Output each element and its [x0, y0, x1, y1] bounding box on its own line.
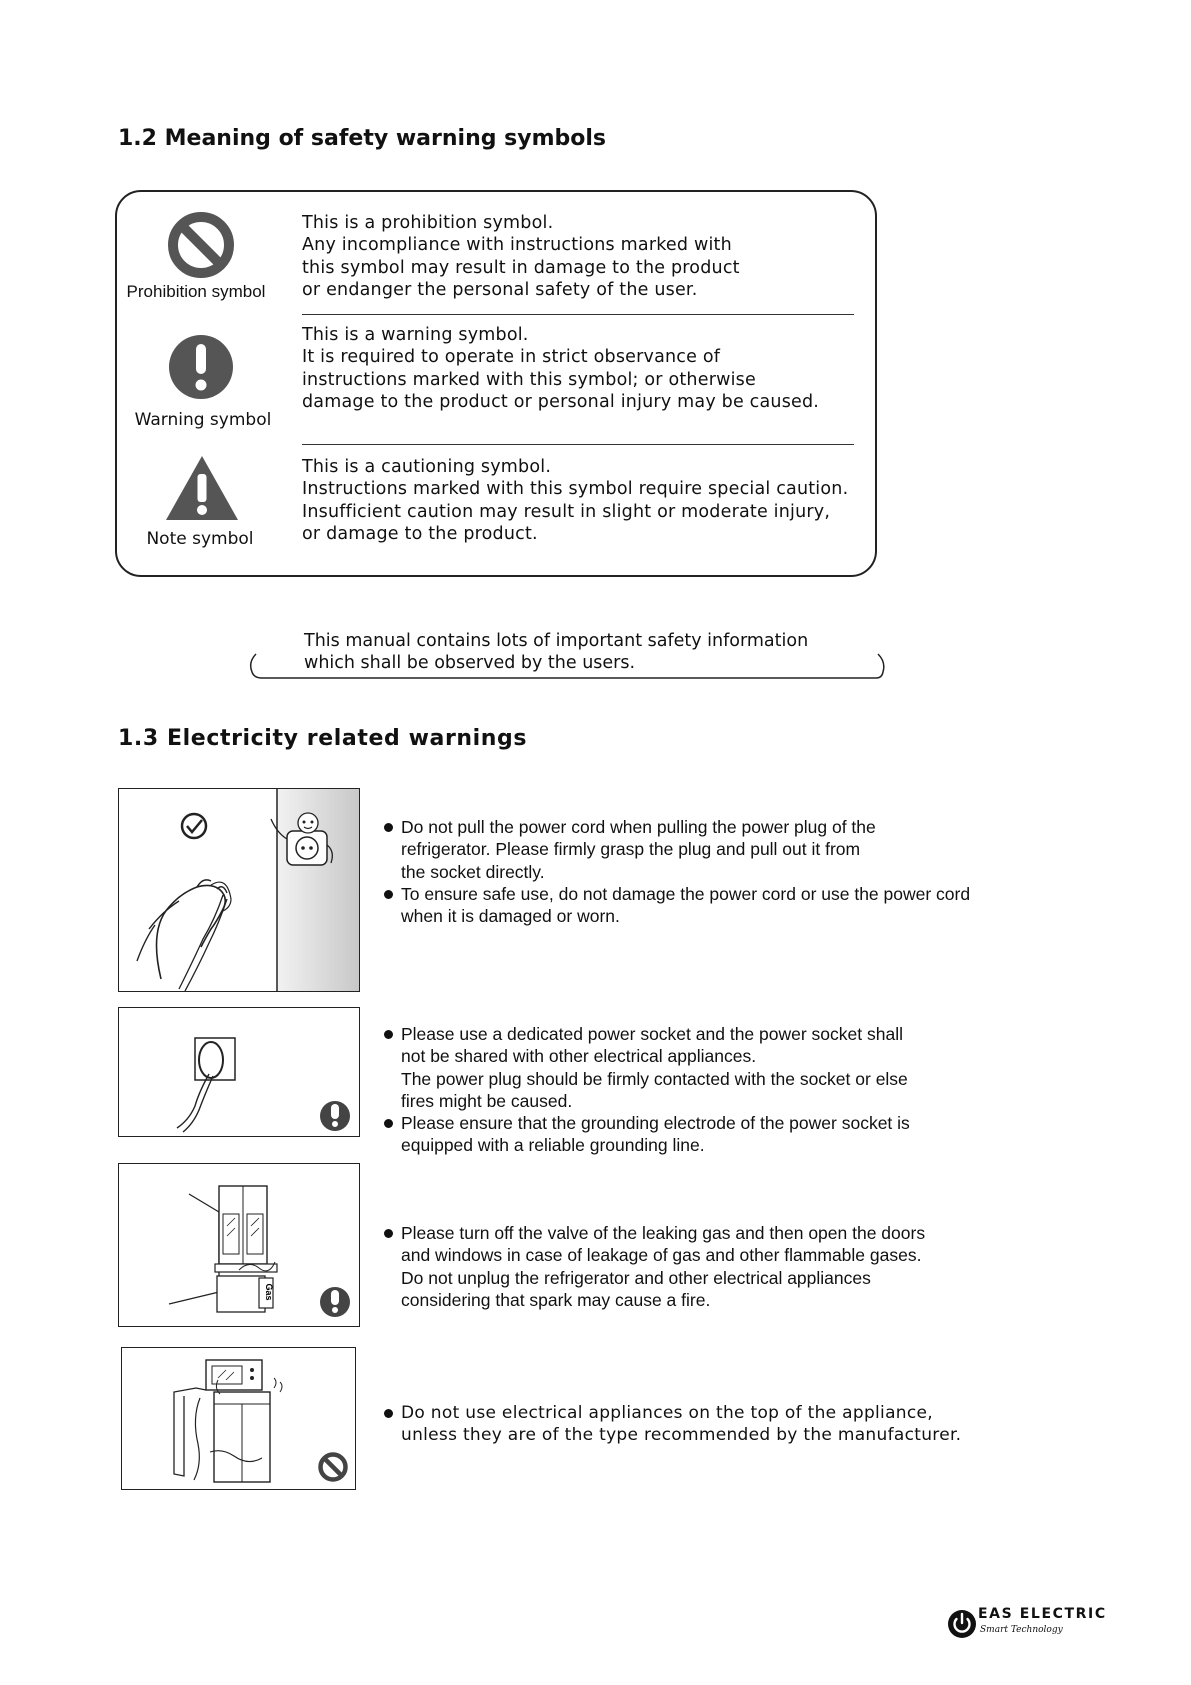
text-line: and windows in case of leakage of gas and other flammable gases. — [401, 1245, 922, 1266]
text-line: Insufficient caution may result in slight or moderate injury, — [302, 501, 831, 522]
list-item — [384, 883, 970, 928]
text-line: instructions marked with this symbol; or otherwise — [302, 369, 756, 390]
section-title-safety-symbols: 1.2 Meaning of safety warning symbols — [118, 126, 607, 151]
illustration-gas-leak — [118, 1163, 360, 1327]
note-symbol-label: Note symbol — [146, 529, 254, 549]
text-line: or damage to the product. — [302, 523, 538, 544]
text-line: Instructions marked with this symbol require special caution. — [302, 479, 849, 500]
warning-description — [302, 324, 819, 413]
text-line: which shall be observed by the users. — [304, 653, 636, 673]
text-line: not be shared with other electrical appliances. — [401, 1046, 757, 1067]
brand-tagline: Smart Technology — [980, 1625, 1063, 1635]
text-line: when it is damaged or worn. — [401, 906, 620, 927]
text-line: Do not use electrical appliances on the top of the appliance, — [401, 1403, 933, 1423]
text-line: this symbol may result in damage to the product — [302, 257, 740, 278]
text-line: To ensure safe use, do not damage the power cord or use the power cord — [401, 883, 971, 904]
brand-name: EAS ELECTRIC — [978, 1606, 1107, 1622]
list-item — [384, 816, 970, 883]
pull-plug-instructions — [384, 816, 970, 927]
dedicated-socket-instructions — [384, 1023, 910, 1157]
text-line: fires might be caused. — [401, 1090, 573, 1111]
divider — [302, 314, 854, 315]
illustration-pull-plug — [118, 788, 360, 992]
warning-symbol-label: Warning symbol — [134, 410, 272, 430]
text-line: equipped with a reliable grounding line. — [401, 1135, 705, 1156]
gas-label: Gas — [264, 1283, 274, 1301]
notice-text — [304, 630, 808, 674]
text-line: considering that spark may cause a fire. — [401, 1289, 711, 1310]
caution-description — [302, 456, 848, 545]
text-line: or endanger the personal safety of the user. — [302, 279, 698, 300]
section-title-electricity-warnings: 1.3 Electricity related warnings — [118, 726, 528, 751]
text-line: It is required to operate in strict observance of — [302, 347, 721, 368]
text-line: damage to the product or personal injury may be caused. — [302, 391, 820, 412]
list-item — [384, 1402, 961, 1447]
prohibition-symbol-label: Prohibition symbol — [126, 282, 266, 301]
text-line: the socket directly. — [401, 861, 545, 882]
check-icon — [182, 814, 206, 838]
text-line: This manual contains lots of important safety information — [304, 631, 809, 651]
brand-logo — [946, 1605, 1106, 1646]
list-item — [384, 1222, 925, 1311]
power-icon — [948, 1610, 976, 1638]
text-line: Please turn off the valve of the leaking gas and then open the doors — [401, 1223, 926, 1243]
text-line: Any incompliance with instructions marked with — [302, 235, 732, 256]
text-line: unless they are of the type recommended by the manufacturer. — [401, 1425, 962, 1446]
text-line: This is a prohibition symbol. — [302, 213, 554, 233]
prohibition-description — [302, 212, 740, 301]
text-line: Do not pull the power cord when pulling the power plug of the — [401, 817, 876, 837]
text-line: Do not unplug the refrigerator and other electrical appliances — [401, 1267, 871, 1288]
divider — [302, 444, 854, 445]
text-line: Please ensure that the grounding electrode of the power socket is — [401, 1113, 910, 1134]
warning-icon — [320, 1287, 350, 1317]
illustration-appliance-on-top — [121, 1347, 356, 1490]
caution-icon — [164, 454, 240, 522]
appliance-on-top-instructions — [384, 1402, 961, 1447]
text-line: refrigerator. Please firmly grasp the plug and pull out it from — [401, 839, 861, 860]
illustration-dedicated-socket — [118, 1007, 360, 1137]
prohibition-icon — [321, 1455, 346, 1480]
warning-icon — [320, 1101, 350, 1131]
prohibition-icon — [166, 210, 236, 280]
warning-icon — [168, 334, 234, 400]
text-line: Please use a dedicated power socket and the power socket shall — [401, 1024, 903, 1044]
list-item — [384, 1112, 910, 1157]
text-line: This is a cautioning symbol. — [302, 457, 552, 477]
gas-leak-instructions — [384, 1222, 925, 1311]
text-line: The power plug should be firmly contacted with the socket or else — [401, 1068, 908, 1089]
list-item — [384, 1023, 910, 1112]
text-line: This is a warning symbol. — [302, 325, 529, 345]
